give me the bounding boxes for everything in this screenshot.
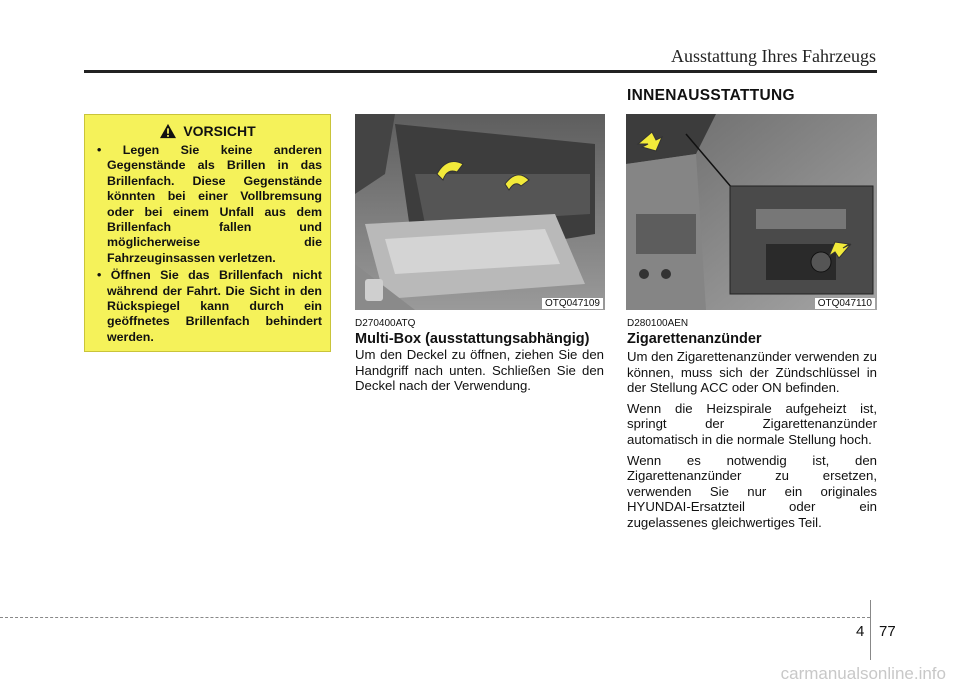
caution-item: • Öffnen Sie das Brillenfach nicht während der Fahrt. Die Sicht in den Rückspiegel kann durch ein geöffnetes Brillenfach behindert werden. <box>93 268 322 345</box>
caution-list <box>93 143 322 345</box>
caution-item: • Legen Sie keine anderen Gegenstände als Brillen in das Brillenfach. Diese Gegenstände könnten bei einer Vollbremsung oder bei einem Unfall aus dem Brillenfach fallen und möglicherweise die Fahrzeuginsassen verletzen. <box>93 143 322 266</box>
footer-rule <box>0 617 870 618</box>
multibox-text: Um den Deckel zu öffnen, ziehen Sie den Handgriff nach unten. Schließen Sie den Deckel nach der Verwendung. <box>355 347 604 394</box>
caution-title <box>93 123 322 139</box>
footer-divider <box>870 600 871 660</box>
image-code: OTQ047110 <box>815 298 875 309</box>
paragraph: Wenn die Heizspirale aufgeheizt ist, springt der Zigarettenanzünder automatisch in die normale Stellung hoch. <box>627 400 877 447</box>
caution-title-text: VORSICHT <box>183 123 256 139</box>
section-heading: Multi-Box (ausstattungsabhängig) <box>355 331 590 347</box>
cigarette-lighter-text <box>627 349 877 536</box>
paragraph: Um den Zigarettenanzünder verwenden zu können, muss sich der Zündschlüssel in der Stellung ACC oder ON befinden. <box>627 349 877 396</box>
page-number: 77 <box>879 623 896 640</box>
watermark: carmanualsonline.info <box>780 664 946 683</box>
warning-triangle-icon <box>159 123 177 139</box>
cigarette-lighter-photo <box>626 114 877 310</box>
section-code: D280100AEN <box>627 318 689 329</box>
multibox-photo <box>355 114 605 310</box>
caution-box <box>84 114 331 352</box>
section-title: INNENAUSSTATTUNG <box>627 87 795 104</box>
section-heading: Zigarettenanzünder <box>627 331 762 347</box>
running-head: Ausstattung Ihres Fahrzeugs <box>671 46 876 66</box>
section-code: D270400ATQ <box>355 318 416 329</box>
paragraph: Wenn es notwendig ist, den Zigarettenanzünder zu ersetzen, verwenden Sie nur ein originales HYUNDAI-Ersatzteil oder ein zugelassenes gleichwertiges Teil. <box>627 452 877 530</box>
chapter-number: 4 <box>856 623 865 640</box>
top-rule <box>84 70 877 73</box>
image-code: OTQ047109 <box>542 298 603 309</box>
